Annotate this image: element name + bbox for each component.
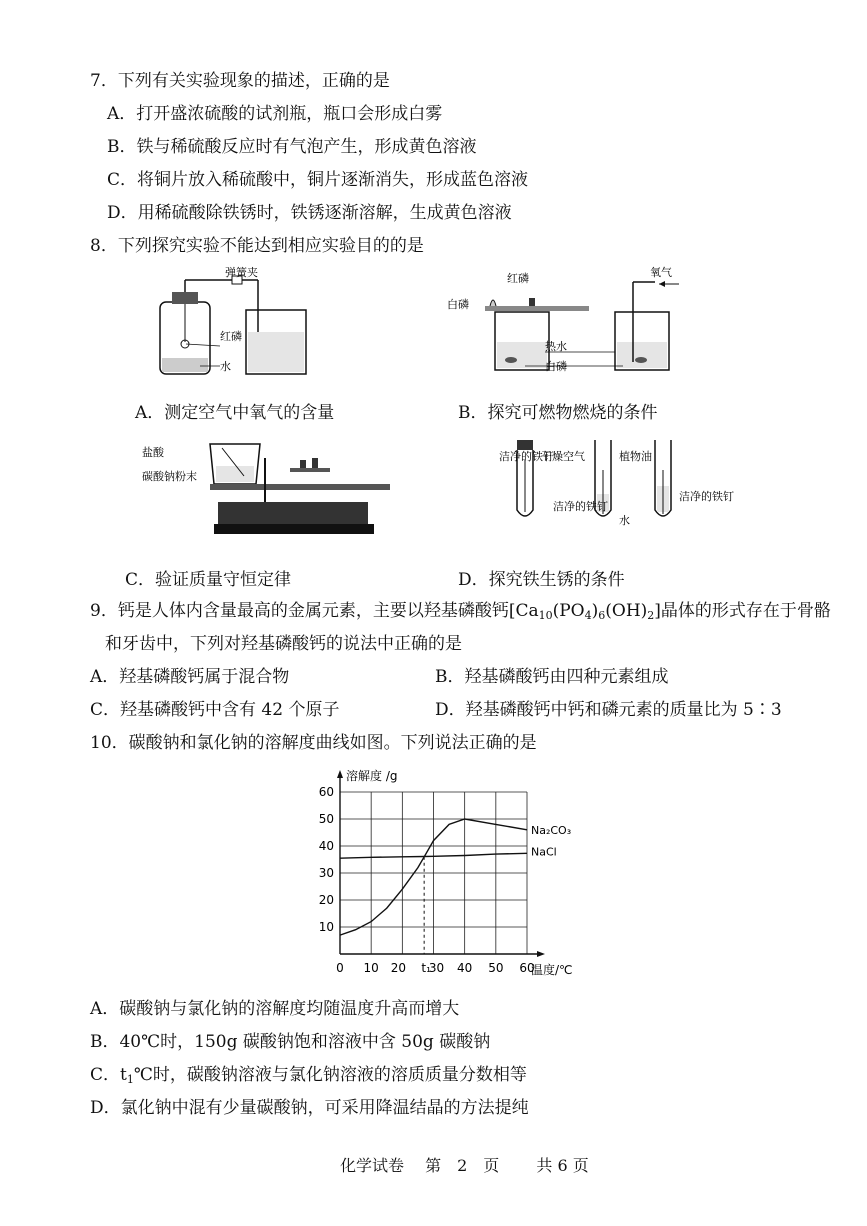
q10-option-c: C．$t_1℃$时，碳酸钠溶液与氯化钠溶液的溶质质量分数相等 [90, 1065, 527, 1086]
fig-d-dry-air-label: 干燥空气 [541, 450, 585, 463]
series-label-na2co3: Na₂CO₃ [531, 823, 572, 837]
y-tick-label: 10 [318, 920, 334, 934]
y-tick-label: 50 [318, 812, 334, 826]
fig-c-acid-label: 盐酸 [142, 446, 164, 459]
q10-option-a: A．碳酸钠与氯化钠的溶解度均随温度升高而增大 [90, 999, 460, 1019]
fig-a-red-p-label: 红磷 [220, 330, 242, 343]
fig-d-oil-label: 植物油 [619, 450, 652, 463]
q9-stem-line2: 和牙齿中，下列对羟基磷酸钙的说法中正确的是 [105, 634, 462, 654]
figure-a-oxygen-apparatus [150, 262, 330, 380]
figure-c-balance [140, 436, 360, 546]
x-tick-label: 20 [390, 961, 406, 975]
q9-option-c: C．羟基磷酸钙中含有 42 个原子 [90, 700, 340, 720]
fig-d-nail-label: 洁净的铁钉 [499, 450, 554, 463]
q10-option-b: B．40℃时，150g 碳酸钠饱和溶液中含 50g 碳酸钠 [90, 1032, 491, 1052]
fig-d-nail2-label: 洁净的铁钉 [553, 500, 608, 513]
q7-option-d: D．用稀硫酸除铁锈时，铁锈逐渐溶解，生成黄色溶液 [107, 203, 512, 223]
y-tick-label: 20 [318, 893, 334, 907]
figure-b-combustion-apparatus [445, 262, 685, 380]
fig-a-water-label: 水 [220, 360, 231, 373]
x-tick-label: 10 [363, 961, 379, 975]
q8-caption-d: D．探究铁生锈的条件 [458, 570, 625, 590]
chart-grid [340, 792, 527, 954]
fig-d-water-label: 水 [619, 514, 630, 527]
q7-stem: 7．下列有关实验现象的描述，正确的是 [90, 71, 390, 91]
q8-caption-c: C．验证质量守恒定律 [125, 570, 292, 590]
y-axis-arrow [337, 770, 343, 778]
x-tick-label: 60 [519, 961, 535, 975]
x-axis-arrow [537, 951, 545, 957]
q8-caption-b: B．探究可燃物燃烧的条件 [458, 403, 658, 423]
x-tick-label: 50 [488, 961, 504, 975]
x-tick-label: t₁ [421, 961, 431, 975]
q10-stem: 10．碳酸钠和氯化钠的溶解度曲线如图。下列说法正确的是 [90, 733, 537, 753]
q9-stem: 9．钙是人体内含量最高的金属元素，主要以羟基磷酸钙$[Ca_{10}(PO_4)_6(OH)_2]$晶体的形式存在于骨骼 [90, 601, 831, 622]
y-tick-label: 60 [318, 785, 334, 799]
y-tick-label: 30 [318, 866, 334, 880]
q7-option-a: A．打开盛浓硫酸的试剂瓶，瓶口会形成白雾 [107, 104, 443, 124]
q7-option-c: C．将铜片放入稀硫酸中，铜片逐渐消失，形成蓝色溶液 [107, 170, 529, 190]
x-tick-label: 0 [336, 961, 344, 975]
q8-stem: 8．下列探究实验不能达到相应实验目的的是 [90, 236, 424, 256]
solubility-chart [310, 762, 600, 977]
fig-b-oxygen-label: 氧气 [650, 266, 672, 279]
fig-d-nail3-label: 洁净的铁钉 [679, 490, 734, 503]
fig-c-powder-label: 碳酸钠粉末 [142, 470, 197, 483]
fig-b-red-p-label: 红磷 [507, 272, 529, 285]
y-tick-label: 40 [318, 839, 334, 853]
chart-axes [337, 770, 545, 957]
figure-d-rust-tubes [495, 430, 734, 540]
series-label-nacl: NaCl [531, 845, 557, 859]
x-axis-label: 温度/℃ [531, 963, 573, 977]
chart-labels [319, 768, 573, 977]
fig-b-white-p-top-label: 白磷 [447, 298, 469, 311]
y-axis-label: 溶解度 /g [346, 769, 398, 783]
q8-caption-a: A．测定空气中氧气的含量 [135, 403, 335, 423]
q9-option-a: A．羟基磷酸钙属于混合物 [90, 667, 290, 687]
fig-b-white-p-label: 白磷 [545, 360, 567, 373]
q7-option-b: B．铁与稀硫酸反应时有气泡产生，形成黄色溶液 [107, 137, 477, 157]
x-tick-label: 40 [457, 961, 473, 975]
q9-option-d: D．羟基磷酸钙中钙和磷元素的质量比为 5∶3 [435, 700, 782, 720]
q9-option-b: B．羟基磷酸钙由四种元素组成 [435, 667, 669, 687]
page-footer: 化学试卷 第 2 页 共 6 页 [340, 1156, 589, 1175]
fig-b-hot-water-label: 热水 [545, 340, 567, 353]
q10-option-d: D．氯化钠中混有少量碳酸钠，可采用降温结晶的方法提纯 [90, 1098, 529, 1118]
x-tick-label: 30 [428, 961, 445, 975]
fig-a-clamp-label: 弹簧夹 [225, 266, 258, 279]
